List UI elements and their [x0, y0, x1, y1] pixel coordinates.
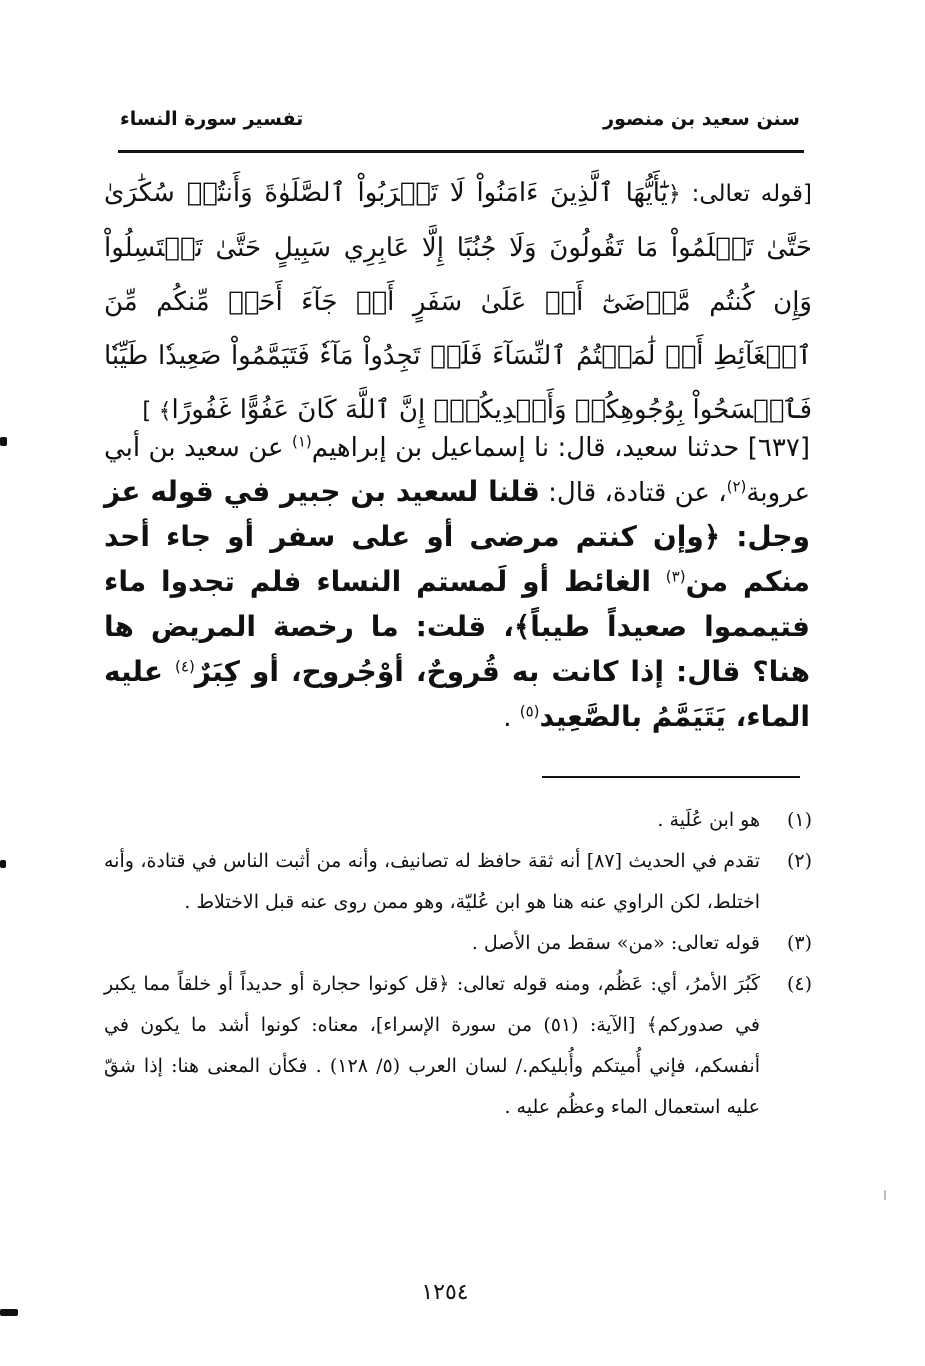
- footnote-text: تقدم في الحديث [٨٧] أنه ثقة حافظ له تصانيف، وأنه من أثبت الناس في قتادة، وأنه اختلط، لكن الراوي عنه هنا هو ابن عُليّة، وهو ممن روى عنه قبل الاختلاط .: [104, 850, 760, 913]
- scan-artifact-mark: [0, 1309, 18, 1316]
- hadith-matn-1: قلنا لسعيد بن جبير في قوله عز وجل: ﴿وإن كنتم مرضى أو على سفر أو جاء أحد منكم من: [104, 475, 810, 598]
- verse-open-bracket: ﴿: [667, 182, 681, 207]
- footnote-divider: [542, 776, 800, 778]
- book-title: سنن سعيد بن منصور: [603, 108, 800, 130]
- footnote-text: كَبُرَ الأمرُ، أي: عَظُم، ومنه قوله تعالى: ﴿قل كونوا حجارة أو حديداً أو خلقاً مما يكبر في صدوركم﴾ [الآية: (٥١) من سورة الإسراء]، معناه: كونوا أشد ما يكون في أنفسكم، فإني أُميتكم وأُبليكم./ لسان العرب (٥/ ١٢٨) . فكأن المعنى هنا: إذا شقّ عليه استعمال الماء وعظُم عليه .: [104, 973, 760, 1118]
- page-number: ١٢٥٤: [421, 1280, 469, 1305]
- verse-text: يَٰٓأَيُّهَا ٱلَّذِينَ ءَامَنُواْ لَا تَقۡرَبُواْ ٱلصَّلَوٰةَ وَأَنتُمۡ سُكَٰرَىٰ حَتَّىٰ تَعۡلَمُواْ مَا تَقُولُونَ وَلَا جُنُبًا إِلَّا عَابِرِي سَبِيلٍ حَتَّىٰ تَغۡتَسِلُواْ وَإِن كُنتُم مَّرۡضَىٰٓ أَوۡ عَلَىٰ سَفَرٍ أَوۡ جَآءَ أَحَدٞ مِّنكُم مِّنَ ٱلۡغَآئِطِ أَوۡ لَٰمَسۡتُمُ ٱلنِّسَآءَ فَلَمۡ تَجِدُواْ مَآءٗ فَتَيَمَّمُواْ صَعِيدٗا طَيِّبٗا فَٱمۡسَحُواْ بِوُجُوهِكُمۡ وَأَيۡدِيكُمۡۗ إِنَّ ٱللَّهَ كَانَ عَفُوًّا غَفُورًا: [104, 178, 812, 425]
- footnote-number: (١): [786, 809, 812, 831]
- footnote-text: هو ابن عُلَية .: [657, 809, 760, 831]
- footnote-number: (٣): [786, 932, 812, 954]
- footnote-item: [104, 964, 812, 1128]
- footnote-ref-1: (١): [291, 432, 312, 451]
- verse-close-bracket: ﴾: [158, 399, 172, 424]
- hadith-isnad-1: حدثنا سعيد، قال: نا إسماعيل بن إبراهيم: [311, 433, 748, 463]
- footnote-ref-3: (٣): [665, 567, 686, 586]
- hadith-isnad-3: ، عن قتادة، قال:: [539, 478, 727, 508]
- verse-tail: ]: [142, 398, 159, 424]
- footnote-ref-5: (٥): [519, 702, 540, 721]
- header-divider: [118, 150, 804, 153]
- footnote-ref-4: (٤): [175, 657, 195, 676]
- hadith-end: .: [503, 703, 520, 733]
- footnote-item: [104, 923, 812, 964]
- hadith-matn-2: الغائط أو لَمستم النساء فلم تجدوا ماء فتيمموا صعيداً طيباً﴾، قلت: ما رخصة المريض ها هنا؟ قال: إذا كانت به قُروحٌ، أوْجُروح، أو كِبَرٌ: [104, 565, 811, 688]
- hadith-number: [٦٣٧]: [747, 433, 810, 463]
- scan-artifact-mark: [884, 1190, 886, 1200]
- footnote-number: (٤): [786, 973, 812, 995]
- footnote-item: [104, 800, 812, 841]
- footnote-ref-2: (٢): [726, 477, 747, 496]
- scan-artifact-mark: [0, 860, 6, 868]
- footnote-text: قوله تعالى: «من» سقط من الأصل .: [471, 932, 760, 954]
- footnote-number: (٢): [786, 850, 812, 872]
- footnote-item: [104, 841, 812, 923]
- hadith-isnad-2: عن سعيد بن أبي عروبة: [104, 433, 810, 508]
- verse-lead: [قوله تعالى:: [680, 181, 812, 207]
- hadith-matn-3: عليه الماء، يَتَيَمَّمُ بالصَّعِيد: [104, 655, 810, 733]
- running-header: [118, 108, 808, 142]
- quran-verse-block: [104, 166, 812, 438]
- footnotes-section: [104, 800, 812, 1128]
- hadith-block: [104, 426, 810, 740]
- scan-artifact-mark: [0, 437, 7, 446]
- chapter-title: تفسير سورة النساء: [120, 108, 304, 130]
